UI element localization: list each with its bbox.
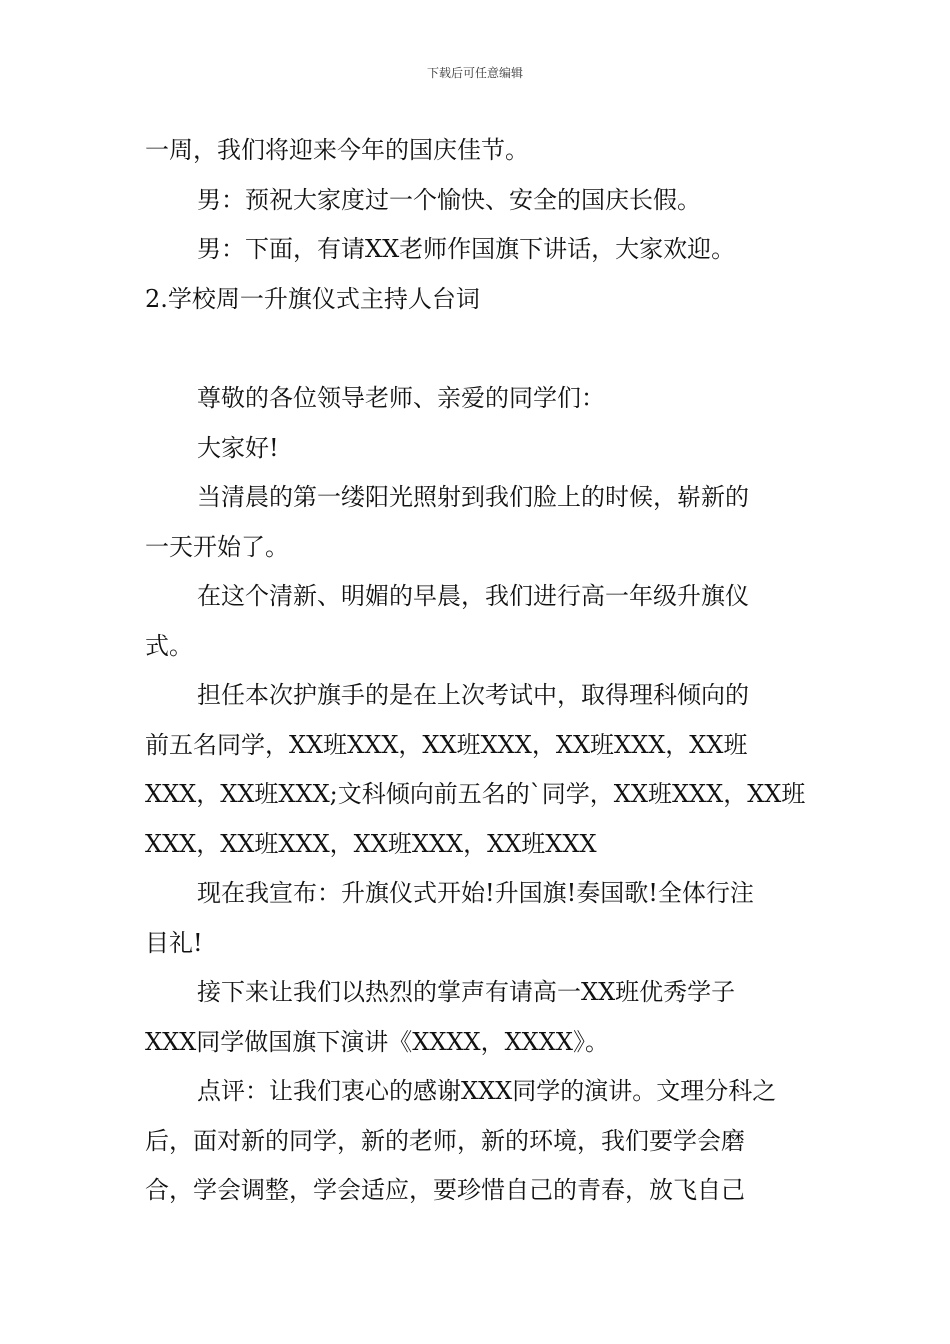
paragraph-line: 前五名同学，XX班XXX，XX班XXX，XX班XXX，XX班	[145, 730, 748, 759]
paragraph-line: 合，学会调整，学会适应，要珍惜自己的青春，放飞自己	[145, 1176, 745, 1204]
paragraph-line: 男：下面，有请XX老师作国旗下讲话，大家欢迎。	[197, 235, 736, 263]
paragraph-line: 尊敬的各位领导老师、亲爱的同学们：	[197, 384, 605, 412]
paragraph-line: 大家好!	[197, 433, 279, 462]
paragraph-line: 担任本次护旗手的是在上次考试中，取得理科倾向的	[197, 681, 749, 709]
paragraph-line: 一周，我们将迎来今年的国庆佳节。	[145, 136, 529, 164]
paragraph-line: 式。	[145, 631, 193, 660]
paragraph-line: 现在我宣布：升旗仪式开始!升国旗!奏国歌!全体行注	[197, 879, 754, 907]
document-body	[145, 126, 810, 1216]
paragraph-line: 后，面对新的同学，新的老师，新的环境，我们要学会磨	[145, 1126, 745, 1155]
blank-gap	[145, 324, 810, 374]
paragraph-line: XXX，XX班XXX，XX班XXX，XX班XXX	[145, 829, 597, 858]
paragraph-line: 男：预祝大家度过一个愉快、安全的国庆长假。	[197, 185, 701, 214]
paragraph-line: 在这个清新、明媚的早晨，我们进行高一年级升旗仪	[197, 582, 749, 610]
paragraph-line: 一天开始了。	[145, 532, 289, 561]
paragraph-line: XXX同学做国旗下演讲《XXXX，XXXX》。	[145, 1027, 609, 1056]
section-heading: 2.学校周一升旗仪式主持人台词	[145, 284, 480, 313]
page-header-note: 下载后可任意编辑	[426, 66, 523, 80]
paragraph-line: 接下来让我们以热烈的掌声有请高一XX班优秀学子	[197, 978, 736, 1006]
paragraph-line: XXX，XX班XXX;文科倾向前五名的`同学，XX班XXX，XX班	[145, 780, 806, 808]
paragraph-line: 目礼!	[145, 928, 203, 957]
paragraph-line: 点评：让我们衷心的感谢XXX同学的演讲。文理分科之	[197, 1077, 777, 1105]
paragraph-line: 当清晨的第一缕阳光照射到我们脸上的时候，崭新的	[197, 483, 749, 511]
